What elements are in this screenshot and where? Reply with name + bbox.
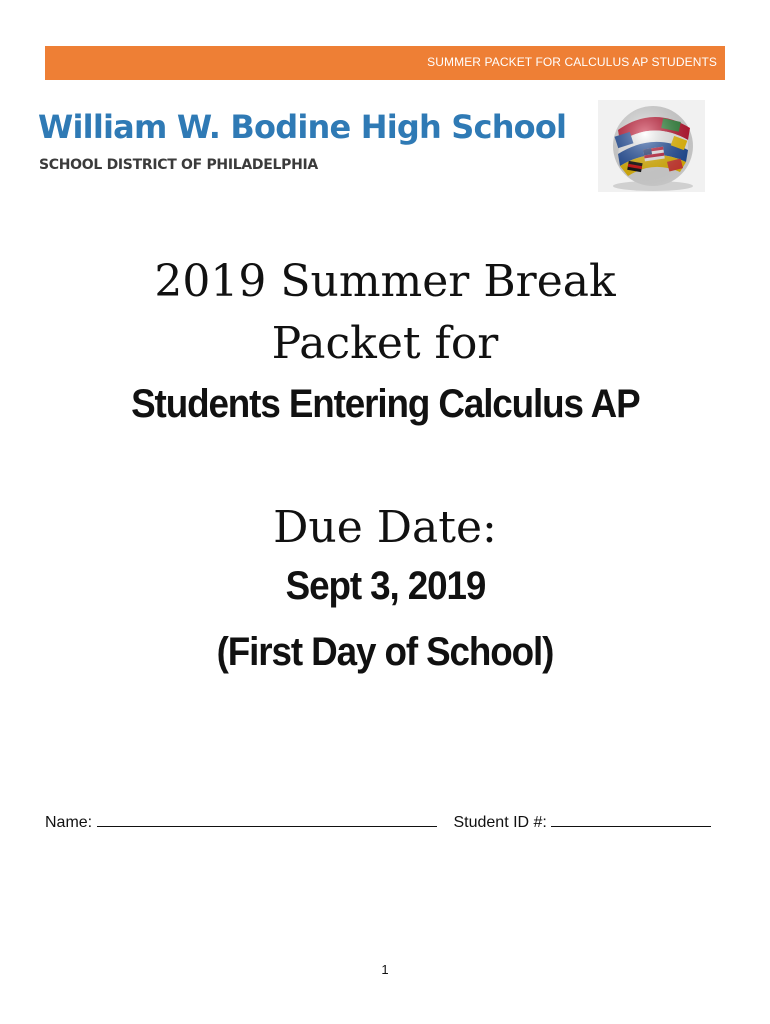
school-name: William W. Bodine High School <box>38 108 567 146</box>
title-line-2 <box>0 318 770 369</box>
title-line-1 <box>0 256 770 307</box>
header-banner-text: SUMMER PACKET FOR CALCULUS AP STUDENTS <box>427 55 717 69</box>
due-date-value <box>0 564 770 609</box>
due-date-note-text: (First Day of School) <box>216 630 554 674</box>
header-banner <box>45 46 725 80</box>
due-date-value-text: Sept 3, 2019 <box>285 564 485 608</box>
title-line-3-text: Students Entering Calculus AP <box>130 382 640 426</box>
due-date-note <box>0 630 770 675</box>
title-line-2-text: Packet for <box>271 318 499 369</box>
title-line-1-text: 2019 Summer Break <box>154 256 616 307</box>
name-label: Name: <box>45 814 93 831</box>
due-date-label-text: Due Date: <box>273 502 497 553</box>
school-district: SCHOOL DISTRICT OF PHILADELPHIA <box>39 157 318 173</box>
name-field[interactable] <box>97 812 437 827</box>
due-date-label <box>0 502 770 553</box>
flag-globe-icon <box>598 100 705 192</box>
student-info-line <box>45 812 711 832</box>
student-id-field[interactable] <box>551 812 711 827</box>
student-id-label: Student ID #: <box>453 814 547 831</box>
page-number: 1 <box>381 962 389 977</box>
title-line-3 <box>0 382 770 427</box>
